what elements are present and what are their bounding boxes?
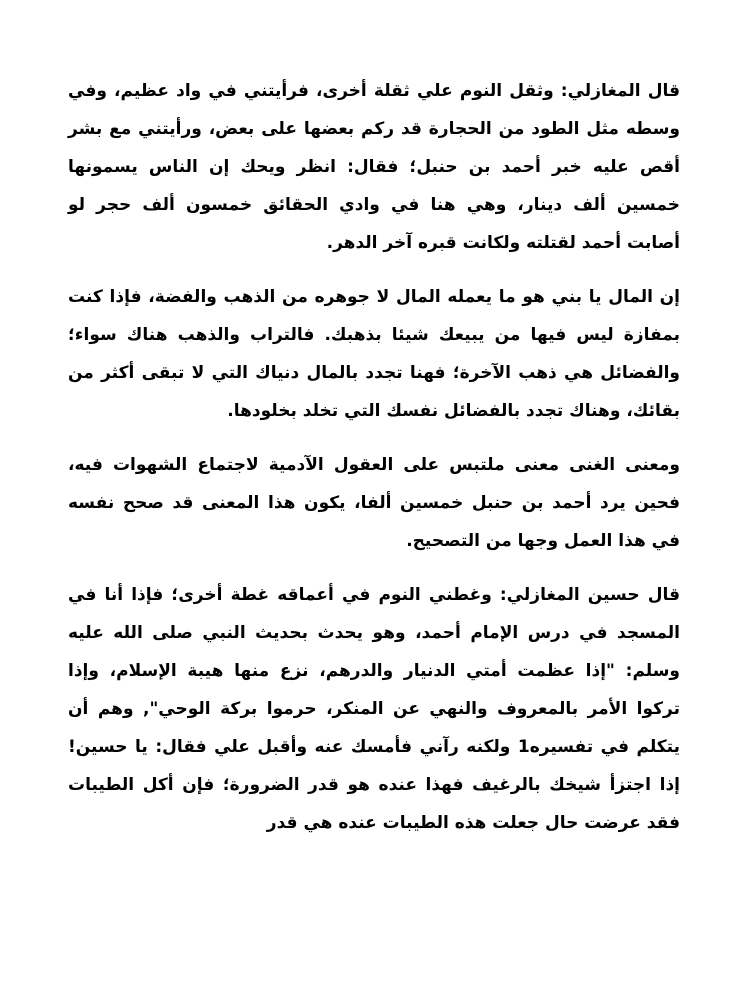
paragraph-2: إن المال يا بني هو ما يعمله المال لا جوهره من الذهب والفضة، فإذا كنت بمفازة ليس فيها من يبيعك شيئا بذهبك. فالتراب والذهب هناك سواء؛ والفضائل هي ذهب الآخرة؛ فهنا تجدد بالمال دنياك التي لا تبقى أكثر من بقائك، وهناك تجدد بالفضائل نفسك التي تخلد بخلودها. <box>68 287 680 421</box>
paragraph-1: قال المغازلي: وثقل النوم علي ثقلة أخرى، فرأيتني في واد عظيم، وفي وسطه مثل الطود من الحجارة قد ركم بعضها على بعض، ورأيتني مع بشر أقص عليه خبر أحمد بن حنبل؛ فقال: انظر ويحك إن الناس يسمونها خمسين ألف دينار، وهي هنا في وادي الحقائق خمسون ألف حجر لو أصابت أحمد لقتلته ولكانت قبره آخر الدهر. <box>68 81 680 253</box>
paragraph-4: قال حسين المغازلي: وغطني النوم في أعماقه غطة أخرى؛ فإذا أنا في المسجد في درس الإمام أحمد، وهو يحدث بحديث النبي صلى الله عليه وسلم: "إذا عظمت أمتي الدنيار والدرهم، نزع منها هيبة الإسلام، وإذا تركوا الأمر بالمعروف والنهي عن المنكر، حرموا بركة الوحي", وهم أن يتكلم في تفسيره1 ولكنه رآني فأمسك عنه وأقبل علي فقال: يا حسين! إذا اجتزأ شيخك بالرغيف فهذا عنده هو قدر الضرورة؛ فإن أكل الطيبات فقد عرضت حال جعلت هذه الطيبات عنده هي قدر <box>68 585 680 833</box>
document-page <box>68 72 680 858</box>
paragraph-3: ومعنى الغنى معنى ملتبس على العقول الآدمية لاجتماع الشهوات فيه، فحين يرد أحمد بن حنبل خمسين ألفا، يكون هذا المعنى قد صحح نفسه في هذا العمل وجها من التصحيح. <box>68 455 680 551</box>
